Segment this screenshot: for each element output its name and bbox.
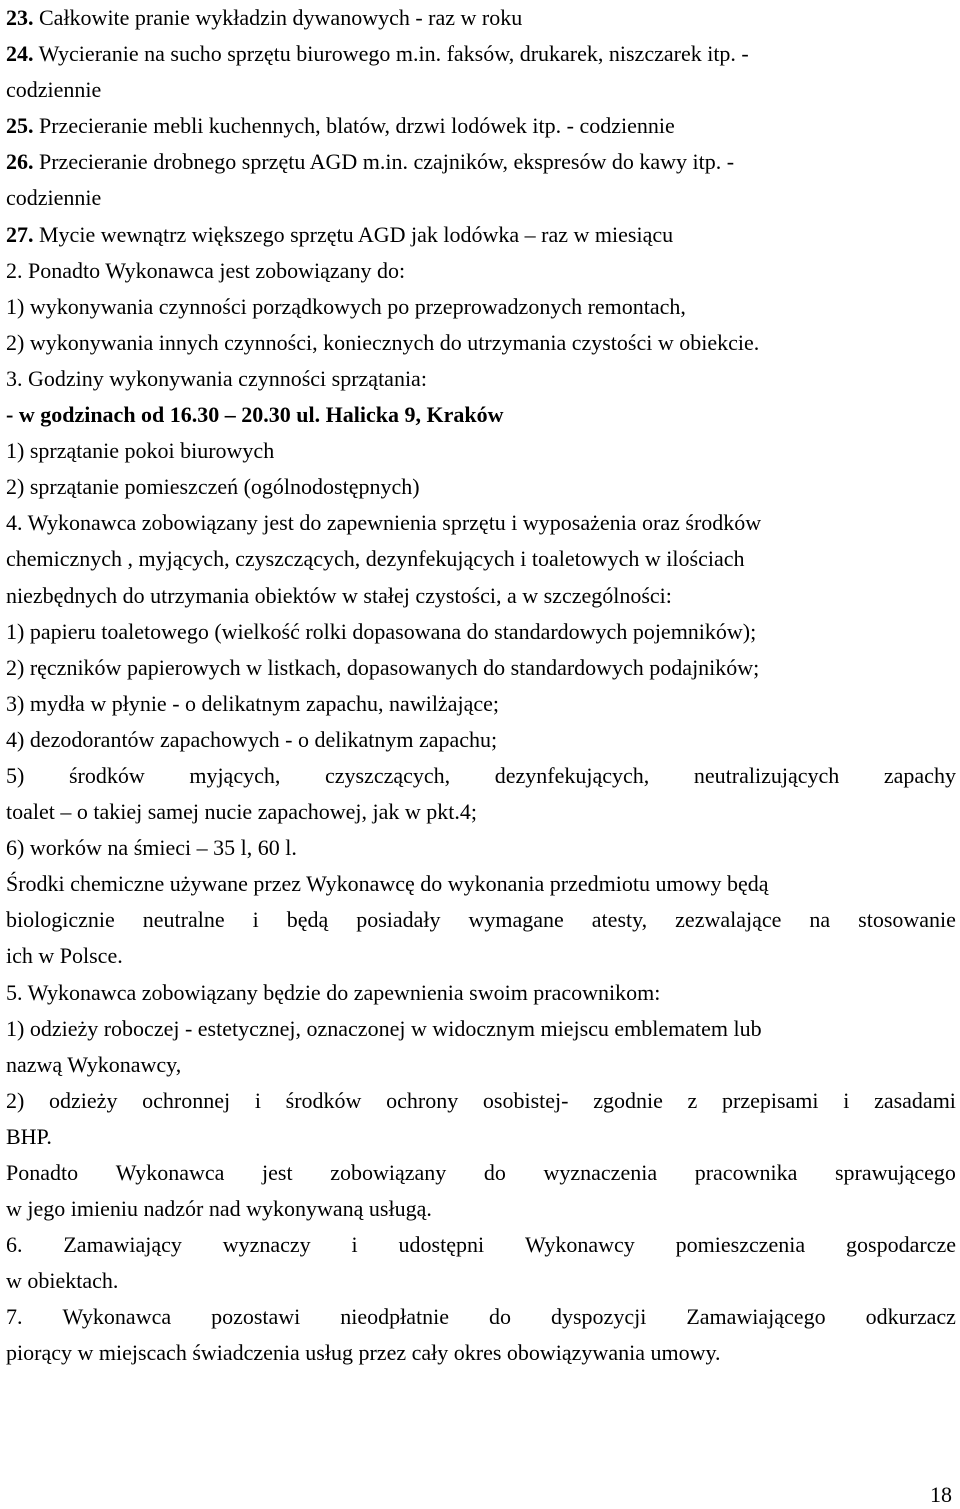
word: nieodpłatnie xyxy=(340,1304,450,1330)
word: na xyxy=(809,907,831,933)
word: ochronnej xyxy=(142,1087,231,1113)
word: zgodnie xyxy=(593,1087,663,1113)
word: pracownika xyxy=(694,1160,798,1185)
word: Ponadto xyxy=(6,1160,79,1185)
document-body xyxy=(6,0,956,1372)
word: pozostawi xyxy=(211,1304,301,1330)
word: dyspozycji xyxy=(551,1304,647,1330)
text-line: 4. Wykonawca zobowiązany jest do zapewnienia sprzętu i wyposażenia oraz środków xyxy=(6,510,762,536)
word: ochrony xyxy=(386,1087,459,1113)
word: Zamawiający xyxy=(63,1232,182,1258)
word: Wykonawca xyxy=(115,1160,225,1185)
word: zapachy xyxy=(883,762,956,788)
page-number: 18 xyxy=(930,1482,952,1507)
text-line xyxy=(6,1083,956,1119)
item-number: 23. xyxy=(6,5,34,30)
word: wymagane xyxy=(468,907,564,933)
word: Wykonawca xyxy=(62,1304,172,1330)
word: będą xyxy=(286,907,329,933)
word: środków xyxy=(285,1087,362,1113)
text-line xyxy=(6,72,956,108)
text-line: 2) ręczników papierowych w listkach, dopasowanych do standardowych podajników; xyxy=(6,654,760,680)
word: 5) xyxy=(6,762,25,788)
word: 2) xyxy=(6,1087,25,1113)
bold-text: - w godzinach od 16.30 – 20.30 ul. xyxy=(6,402,321,428)
word: zasadami xyxy=(874,1087,956,1113)
item-number: 25. xyxy=(6,113,34,139)
word: zezwalające xyxy=(675,907,782,933)
text-line xyxy=(6,1227,956,1263)
word: atesty, xyxy=(591,907,648,933)
bold-text: Halicka 9, Kraków xyxy=(320,402,504,428)
item-text: codziennie xyxy=(6,185,102,211)
text-line: 1) sprzątanie pokoi biurowych xyxy=(6,438,275,464)
text-line: 2) sprzątanie pomieszczeń (ogólnodostępnych) xyxy=(6,474,420,500)
word: przepisami xyxy=(722,1087,819,1113)
text-line: 2) wykonywania innych czynności, koniecznych do utrzymania czystości w obiekcie. xyxy=(6,329,760,355)
text-line xyxy=(6,397,956,433)
word: zobowiązany xyxy=(330,1160,447,1185)
word: 7. xyxy=(6,1304,23,1330)
text-line: 1) wykonywania czynności porządkowych po przeprowadzonych remontach, xyxy=(6,293,686,319)
item-text: Wycieranie na sucho sprzętu biurowego m.in. faksów, drukarek, niszczarek itp. - xyxy=(33,41,749,67)
word: myjących, xyxy=(189,762,281,788)
word: biologicznie xyxy=(6,907,115,933)
item-text: Całkowite pranie wykładzin dywanowych - raz w roku xyxy=(33,5,523,30)
text-line: 5. Wykonawca zobowiązany będzie do zapewnienia swoim pracownikom: xyxy=(6,979,661,1005)
word: odkurzacz xyxy=(865,1304,956,1330)
item-text: Mycie wewnątrz większego sprzętu AGD jak lodówka – raz w miesiącu xyxy=(33,221,674,247)
word: sprawującego xyxy=(834,1160,956,1185)
text-line: 4) dezodorantów zapachowych - o delikatnym zapachu; xyxy=(6,726,498,752)
item-text: Przecieranie drobnego sprzętu AGD m.in. czajników, ekspresów do kawy itp. - xyxy=(33,149,735,175)
text-line: nazwą Wykonawcy, xyxy=(6,1051,182,1077)
text-line: niezbędnych do utrzymania obiektów w stałej czystości, a w szczególności: xyxy=(6,582,672,608)
word: pomieszczenia xyxy=(675,1232,806,1258)
text-line: w jego imieniu nadzór nad wykonywaną usługą. xyxy=(6,1196,432,1222)
text-line xyxy=(6,758,956,794)
text-line: 6) worków na śmieci – 35 l, 60 l. xyxy=(6,835,297,861)
text-line xyxy=(6,1299,956,1335)
word: 6. xyxy=(6,1232,23,1258)
word: neutralne xyxy=(142,907,225,933)
text-line: 1) papieru toaletowego (wielkość rolki dopasowana do standardowych pojemników); xyxy=(6,618,757,644)
word: Zamawiającego xyxy=(686,1304,826,1330)
word: do xyxy=(489,1304,512,1330)
word: i xyxy=(351,1232,358,1258)
word: i xyxy=(252,907,259,933)
word: jest xyxy=(262,1160,293,1185)
word: i xyxy=(843,1087,850,1113)
text-line xyxy=(6,902,956,938)
word: czyszczących, xyxy=(324,762,451,788)
word: osobistej- xyxy=(482,1087,569,1113)
word: z xyxy=(687,1087,698,1113)
text-line: BHP. xyxy=(6,1123,52,1149)
word: środków xyxy=(68,762,145,788)
word: Wykonawcy xyxy=(524,1232,635,1258)
item-number: 24. xyxy=(6,41,34,67)
text-line: 2. Ponadto Wykonawca jest zobowiązany do: xyxy=(6,257,406,283)
text-line: ich w Polsce. xyxy=(6,943,123,969)
text-line: w obiektach. xyxy=(6,1268,119,1294)
text-line xyxy=(6,108,956,144)
text-line: 3) mydła w płynie - o delikatnym zapachu, nawilżające; xyxy=(6,690,499,716)
text-line: 3. Godziny wykonywania czynności sprzątania: xyxy=(6,365,427,391)
item-number: 27. xyxy=(6,221,34,247)
text-line: chemicznych , myjących, czyszczących, dezynfekujących i toaletowych w ilościach xyxy=(6,546,745,572)
text-line: piorący w miejscach świadczenia usług przez cały okres obowiązywania umowy. xyxy=(6,1340,721,1366)
word: dezynfekujących, xyxy=(494,762,650,788)
word: stosowanie xyxy=(858,907,956,933)
text-line xyxy=(6,180,956,216)
text-line: toalet – o takiej samej nucie zapachowej, jak w pkt.4; xyxy=(6,799,478,825)
text-line xyxy=(6,0,956,36)
item-text: Przecieranie mebli kuchennych, blatów, drzwi lodówek itp. - codziennie xyxy=(33,113,675,139)
word: posiadały xyxy=(356,907,441,933)
text-line xyxy=(6,1155,956,1191)
word: odzieży xyxy=(49,1087,118,1113)
item-number: 26. xyxy=(6,149,34,175)
text-line xyxy=(6,36,956,72)
word: neutralizujących xyxy=(693,762,840,788)
word: do xyxy=(483,1160,506,1185)
text-line: 1) odzieży roboczej - estetycznej, oznaczonej w widocznym miejscu emblematem lub xyxy=(6,1015,762,1041)
word: wyznaczenia xyxy=(543,1160,658,1185)
text-line: Środki chemiczne używane przez Wykonawcę do wykonania przedmiotu umowy będą xyxy=(6,871,769,897)
word: wyznaczy xyxy=(222,1232,311,1258)
word: udostępni xyxy=(398,1232,485,1258)
item-text: codziennie xyxy=(6,77,102,103)
word: i xyxy=(254,1087,261,1113)
word: gospodarcze xyxy=(846,1232,956,1258)
text-line xyxy=(6,217,956,253)
text-line xyxy=(6,144,956,180)
